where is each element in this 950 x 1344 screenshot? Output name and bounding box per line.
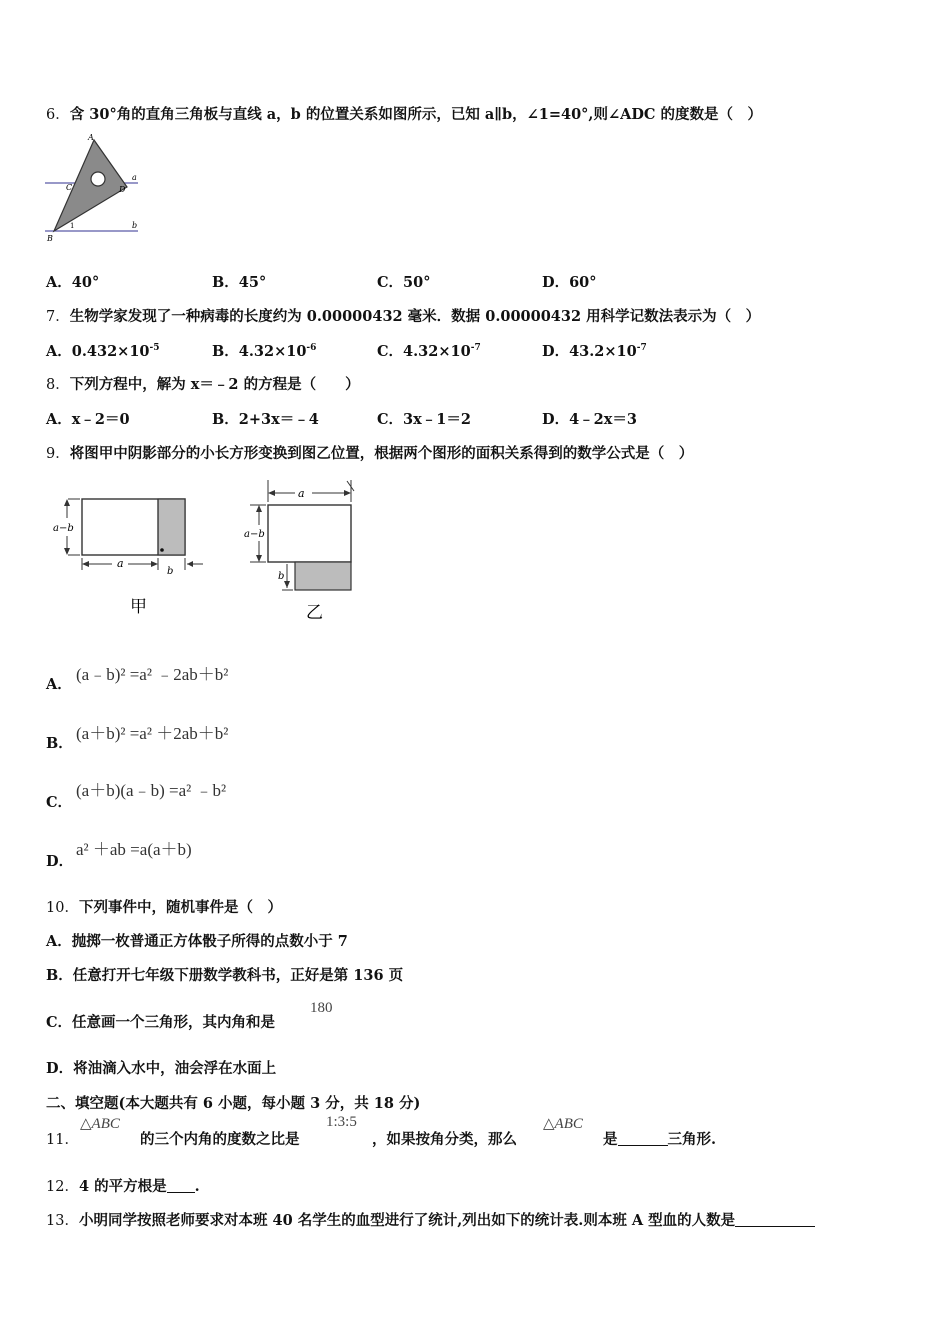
q11-math2: △ABC [543, 1116, 583, 1132]
q13-answer-blank[interactable] [735, 1212, 815, 1227]
q10-option-d[interactable]: D．将油滴入水中，油会浮在水面上 [46, 1060, 277, 1077]
q7-stem: 生物学家发现了一种病毒的长度约为 0.00000432 毫米．数据 0.00000432 用科学记数法表示为（ ） [69, 308, 761, 325]
q8-option-b[interactable]: B．2+3x＝﹣4 [212, 411, 319, 428]
q9-figure-yi [240, 475, 370, 625]
q8-text [46, 373, 360, 394]
q11-tail: 是 三角形. [603, 1131, 717, 1148]
label-b: b [132, 221, 138, 230]
label-a: a [132, 173, 137, 182]
q9-figure-jia [50, 488, 215, 628]
jia-caption: 甲 [130, 597, 147, 617]
q8-option-d[interactable]: D．4﹣2x＝3 [542, 411, 637, 428]
q11-answer-blank[interactable] [618, 1131, 668, 1146]
q9-option-b-label[interactable]: B． [46, 735, 73, 752]
jia-label-amb: a−b [53, 523, 74, 534]
jia-shaded-rect [158, 499, 185, 555]
yi-label-a: a [298, 487, 305, 500]
label-A: A [88, 133, 94, 142]
q9-number: 9． [46, 446, 70, 462]
section2-title: 二、填空题(本大题共有 6 小题，每小题 3 分，共 18 分) [46, 1095, 421, 1112]
q8-option-c[interactable]: C．3x﹣1＝2 [377, 411, 471, 428]
yi-label-b: b [278, 571, 285, 582]
q6-figure [40, 130, 150, 245]
q7-text [46, 305, 760, 326]
q9-option-a-label[interactable]: A． [46, 676, 72, 693]
q8-stem: 下列方程中，解为 x＝﹣2 的方程是（ ） [69, 376, 360, 393]
q6-option-a[interactable]: A．40° [46, 274, 100, 291]
q11-math1: △ABC [80, 1116, 120, 1132]
q11-number: 11． [46, 1132, 79, 1148]
triangle-plate [54, 140, 127, 231]
label-1: 1 [70, 222, 75, 230]
label-C: C [66, 183, 73, 192]
q8-option-a[interactable]: A．x﹣2＝0 [46, 411, 130, 428]
triangle-hole [91, 172, 105, 186]
q9-option-d-label[interactable]: D． [46, 853, 74, 870]
q7-option-c[interactable]: C．$4.32\times 10^{-7}$ [377, 343, 481, 360]
q6-stem: 含 30°角的直角三角板与直线 a，b 的位置关系如图所示，已知 a∥b，∠1=40°,则∠ADC 的度数是（ ） [69, 106, 763, 123]
q7-option-d[interactable]: D．$43.2\times 10^{-7}$ [542, 343, 647, 360]
yi-shaded-rect [295, 562, 351, 590]
q6-option-c[interactable]: C．50° [377, 274, 431, 291]
q12-text: 12．4 的平方根是 . [46, 1178, 200, 1195]
jia-label-b: b [167, 566, 174, 577]
q10-number: 10． [46, 900, 79, 916]
q6-option-d[interactable]: D．60° [542, 274, 597, 291]
q8-number: 8． [46, 377, 70, 393]
q10-stem: 下列事件中，随机事件是（ ） [78, 899, 282, 916]
q6-number: 6． [46, 107, 70, 123]
q10-option-a[interactable]: A．抛掷一枚普通正方体骰子所得的点数小于 7 [46, 933, 348, 950]
q9-option-b-formula: (a＋b)² =a² ＋2ab＋b² [76, 724, 229, 743]
q12-answer-blank[interactable] [167, 1178, 195, 1193]
q9-option-d-formula: a² ＋ab =a(a＋b) [76, 840, 192, 859]
label-B: B [47, 234, 53, 243]
q9-stem: 将图甲中阴影部分的小长方形变换到图乙位置，根据两个图形的面积关系得到的数学公式是（ ） [69, 445, 694, 462]
q10-option-c[interactable]: C．任意画一个三角形，其内角和是 [46, 1014, 276, 1031]
q7-option-a[interactable]: A．$0.432\times 10^{-5}$ [46, 343, 160, 360]
q7-number: 7． [46, 309, 70, 325]
q7-option-b[interactable]: B．$4.32\times 10^{-6}$ [212, 343, 317, 360]
jia-label-a: a [117, 557, 124, 570]
q9-option-a-formula: (a﹣b)² =a² ﹣2ab＋b² [76, 665, 229, 684]
label-D: D [119, 185, 126, 194]
q10-text [46, 896, 282, 917]
q10-option-b[interactable]: B．任意打开七年级下册数学教科书，正好是第 136 页 [46, 967, 404, 984]
yi-label-amb: a−b [244, 529, 265, 540]
yi-caption: 乙 [306, 603, 323, 623]
q6-text [46, 103, 762, 124]
q9-option-c-formula: (a＋b)(a﹣b) =a² ﹣b² [76, 781, 227, 800]
q11-text2: ，如果按角分类，那么 [372, 1131, 517, 1148]
yi-top-rect [268, 505, 351, 562]
q10-option-c-math: 180 [310, 1000, 333, 1016]
q6-option-b[interactable]: B．45° [212, 274, 267, 291]
q11-text1: 的三个内角的度数之比是 [140, 1131, 300, 1148]
q11-ratio: 1:3:5 [326, 1114, 357, 1130]
q9-option-c-label[interactable]: C． [46, 794, 73, 811]
q9-text [46, 442, 693, 463]
q13-text: 13．小明同学按照老师要求对本班 40 名学生的血型进行了统计,列出如下的统计表.则本班 A 型血的人数是 [46, 1209, 815, 1230]
